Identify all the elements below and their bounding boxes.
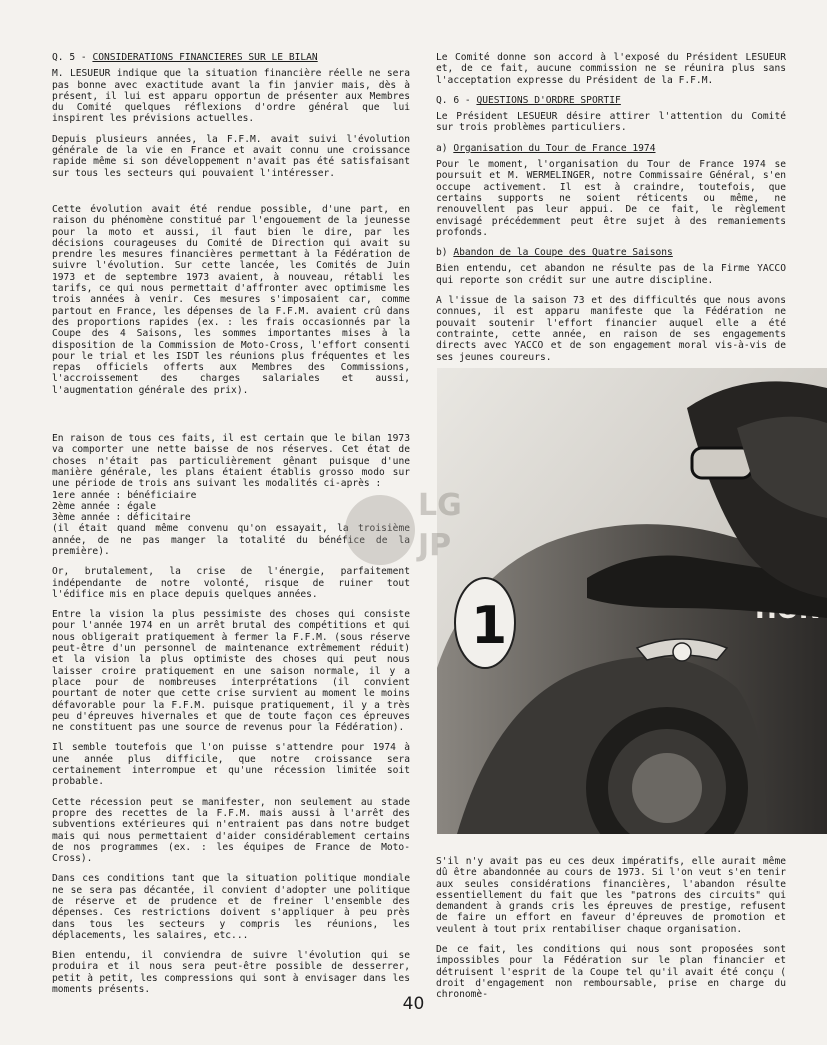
section6-heading-title: QUESTIONS D'ORDRE SPORTIF <box>476 94 621 106</box>
subsection-b-title: Abandon de la Coupe des Quatre Saisons <box>453 247 673 259</box>
svg-text:JP: JP <box>418 528 452 563</box>
intro-paragraph: Le Comité donne son accord à l'exposé du Président LESUEUR et, de ce fait, aucune commission ne se réunira plus sans l'acceptation expresse du Président de la F.F.M. <box>436 52 786 86</box>
plan-note: (il était quand même convenu qu'on essayait, la troisième année, de ne pas manger la totalité du bénéfice de la première). <box>52 523 410 557</box>
paragraph: Dans ces conditions tant que la situation politique mondiale ne se sera pas décantée, il convient d'adopter une politique de réserve et de prudence et de freiner l'ensemble des dépenses. Ces restrictions doivent s'appliquer à peu près dans tous les secteurs y compris les réunions, les déplacements, les salaires, etc... <box>52 873 410 941</box>
paragraph: En raison de tous ces faits, il est certain que le bilan 1973 va comporter une nette baisse de nos réserves. Cet état de choses n'était pas particulièrement gênant puisque d'une manière générale, les plans étaient établis grosso modo sur une période de trois ans suivant les modalités ci-après : <box>52 433 410 490</box>
plan-list-item: 2ème année : égale <box>52 500 156 512</box>
section5-heading <box>52 52 410 63</box>
paragraph: Cette récession peut se manifester, non seulement au stade propre des recettes de la F.F.M. mais aussi à l'arrêt des subventions extérieures qui n'entraient pas dans notre budget mais qui nous permettaient d'aider considérablement certains de nos programmes (ex. : les équipes de France de Moto-Cross). <box>52 796 410 865</box>
subsection-b-text: A l'issue de la saison 73 et des difficultés que nous avons connues, il est apparu manifeste que la Fédération ne pouvait soutenir l'effort financier auquel elle a été contrainte, cette année, en raison de ses engagements directs avec YACCO et de son engagement moral vis-à-vis de ses jeunes coureurs. <box>436 295 786 363</box>
svg-text:LG: LG <box>418 488 462 523</box>
section5-heading-title: CONSIDERATIONS FINANCIERES SUR LE BILAN <box>92 52 318 63</box>
subsection-a-title: Organisation du Tour de France 1974 <box>453 142 656 154</box>
race-number: 1 <box>471 596 508 656</box>
right-column <box>436 52 786 372</box>
subsection-b-text: Bien entendu, cet abandon ne résulte pas de la Firme YACCO qui reporte son crédit sur une autre discipline. <box>436 263 786 286</box>
paragraph: S'il n'y avait pas eu ces deux impératifs, elle aurait même dû être abandonnée au cours de 1973. Si l'on veut s'en tenir aux seules considérations financières, l'abandon résulte essentiellement du fait que les "patrons des circuits" qui demandent à grands cris les épreuves de prestige, refusent de faire un effort en faveur d'épreuves de promotion et veulent à tout prix rentabiliser chaque organisation. <box>436 856 786 935</box>
paragraph: Or, brutalement, la crise de l'énergie, parfaitement indépendante de notre volonté, risque de ruiner tout l'édifice mis en place depuis quelques années. <box>52 566 410 600</box>
plan-list-item: 1ere année : bénéficiaire <box>52 489 197 501</box>
page-number: 40 <box>402 994 425 1014</box>
subsection-a-prefix: a) <box>436 142 454 154</box>
paragraph: Depuis plusieurs années, la F.F.M. avait suivi l'évolution générale de la vie en France et avait connu une croissance rapide même si son développement n'avait pas été satisfaisant sur tous les secteurs qui pouvaient l'intéresser. <box>52 133 410 179</box>
subsection-a-heading <box>436 143 786 154</box>
section6-heading-prefix: Q. 6 - <box>436 94 477 106</box>
section5-heading-prefix: Q. 5 - <box>52 52 93 63</box>
section6-intro: Le Président LESUEUR désire attirer l'attention du Comité sur trois problèmes particuliers. <box>436 111 786 134</box>
lgjp-watermark-logo <box>340 470 470 580</box>
paragraph: Bien entendu, il conviendra de suivre l'évolution qui se produira et il nous sera peut-être possible de desserrer, petit à petit, les compressions qui sont à envisager dans les moments présents. <box>52 950 410 996</box>
motorcycle-racer-photo <box>437 368 827 834</box>
paragraph: Cette évolution avait été rendue possible, d'une part, en raison du phénomène constitué par l'engouement de la jeunesse pour la moto et aussi, il faut bien le dire, par les décisions courageuses du Comité de Direction qui avait su prendre les mesures financières permettant à la Fédération de suivre l'évolution. Sur cette lancée, les Comités de Juin 1973 et de septembre 1973 avaient, à nouveau, rétabli les tarifs, ce qui nous permettait d'affronter avec optimisme les trois années à venir. Ces mesures s'imposaient car, comme partout en France, les dépenses de la F.F.M. avaient crû dans des proportions rapides (ex. : les frais occasionnés par la Coupe des 4 Saisons, les sommes importantes mises à la disposition de la Commission de Moto-Cross, l'effort consenti pour le trial et les ISDT les réunions plus fréquentes et les repas officiels offerts aux Membres des Commissions, l'accroissement des charges salariales et aussi, l'augmentation générale des prix). <box>52 203 410 396</box>
plan-list-item: 3ème année : déficitaire <box>52 512 191 524</box>
right-column-lower <box>436 856 786 1010</box>
paragraph: M. LESUEUR indique que la situation financière réelle ne sera pas bonne avec exactitude avant la fin janvier mais, dès à présent, il lui est apparu opportun de présenter aux Membres du Comité quelques réflexions d'ordre général que lui inspirent les prévisions actuelles. <box>52 68 410 125</box>
section6-heading <box>436 95 786 106</box>
paragraph: Il semble toutefois que l'on puisse s'attendre pour 1974 à une année plus difficile, que notre croissance sera certainement interrompue et qu'une récession limitée soit probable. <box>52 742 410 788</box>
subsection-b-heading <box>436 247 786 258</box>
subsection-a-text: Pour le moment, l'organisation du Tour de France 1974 se poursuit et M. WERMELINGER, notre Commissaire Général, s'en occupe activement. Il est à craindre, toutefois, que certains supports ne soient réticents ou même, ne renouvellent pas leur appui. De ce fait, le règlement envisagé précédemment peut être sujet à des remaniements profonds. <box>436 159 786 238</box>
subsection-b-prefix: b) <box>436 247 454 259</box>
paragraph: De ce fait, les conditions qui nous sont proposées sont impossibles pour la Fédération sur le plan financier et détruisent l'esprit de la Coupe tel qu'il avait été conçu ( droit d'engagement non remboursable, prise en charge du chronomè- <box>436 944 786 1001</box>
paragraph: Entre la vision la plus pessimiste des choses qui consiste pour l'année 1974 en un arrêt brutal des compétitions et qui nous obligerait pratiquement à fermer la F.F.M. (sous réserve peut-être d'un personnel de maintenance extrêmement réduit) et la vision la plus optimiste des choses qui peut nous laisser croire pratiquement en une saison normale, il y a place pour de nombreuses interprétations (il convient pourtant de noter que cette crise survient au moment le moins défavorable pour la F.F.M. puisque pratiquement, il y a très peu d'épreuves hivernales et que de toute façon ces épreuves ne constituent pas une source de revenus pour la Fédération). <box>52 609 410 734</box>
